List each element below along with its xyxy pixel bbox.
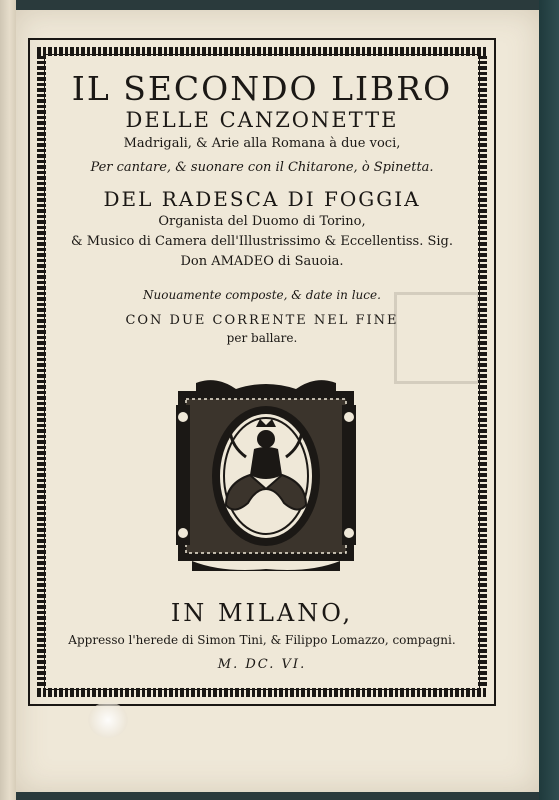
title-block [48,70,476,346]
author-role-1: Organista del Duomo di Torino, [158,214,366,229]
patron-line: Don AMADEO di Sauoia. [180,254,344,269]
publication-note: Nuouamente composte, & date in luce. [143,288,381,302]
printer-device-mermaid-crowned-icon [176,377,356,575]
paper-stain [88,702,128,738]
author-role-2: & Musico di Camera dell'Illustrissimo & Eccellentiss. Sig. [70,234,453,249]
instrumentation-line: Per cantare, & suonare con il Chitarone, ò Spinetta. [90,160,434,175]
corrente-note-2: per ballare. [226,331,298,345]
title-line-2: DELLE CANZONETTE [125,108,399,132]
imprint-printer: Appresso l'herede di Simon Tini, & Filippo Lomazzo, compagni. [68,633,456,647]
book-binding-left [0,0,16,800]
corrente-note: CON DUE CORRENTE NEL FINE [125,313,399,328]
subtitle-line: Madrigali, & Arie alla Romana à due voci, [123,136,401,151]
title-line-1: IL SECONDO LIBRO [71,69,453,108]
book-cover-edge [539,0,559,800]
author-name: DEL RADESCA DI FOGGIA [103,187,421,211]
imprint-city: IN MILANO, [170,599,354,627]
imprint-year: M. DC. VI. [217,657,307,672]
imprint-block [48,598,476,676]
